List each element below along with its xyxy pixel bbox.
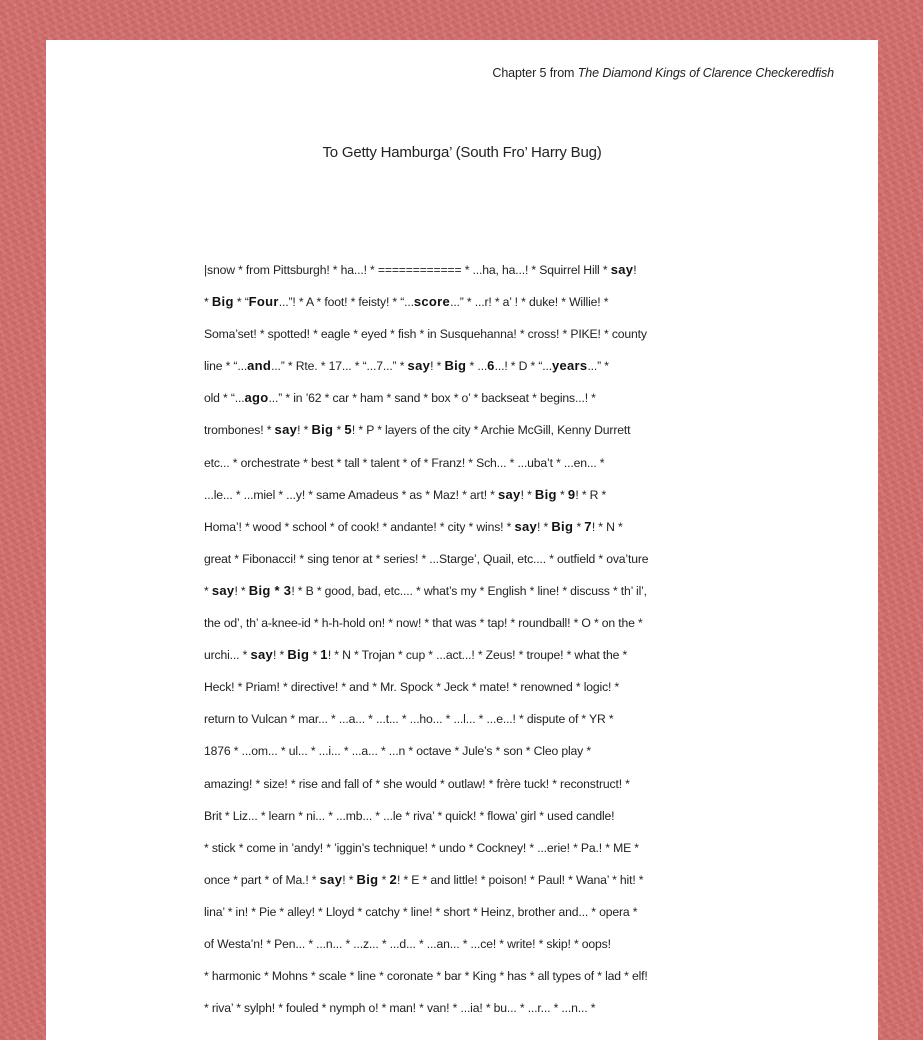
bold-word: Big (534, 486, 557, 502)
line-text: * (204, 295, 212, 310)
line-text: Heck! * Priam! * directive! * and * Mr. Spock * Jeck * mate! * renowned * logic! * (204, 680, 620, 695)
line-text: ! * B * good, bad, etc.... * what’s my * English * line! * discuss * th’ il’, (291, 583, 647, 598)
line-text: Brit * Liz... * learn * ni... * ...mb... * ...le * riva’ * quick! * flowa’ girl * used candle! (204, 808, 615, 823)
bold-word: and (247, 358, 272, 374)
bold-word: 6 (487, 358, 495, 374)
line-text: line * “... (204, 359, 248, 374)
poem-line (204, 479, 694, 511)
bold-word: years (551, 358, 588, 374)
line-text: ! * (430, 359, 445, 374)
line-text: * riva’ * sylph! * fouled * nymph o! * man! * van! * ...ia! * bu... * ...r... * ...n... * (204, 1001, 596, 1016)
bold-word: Big (356, 871, 379, 887)
line-text: * “ (233, 295, 249, 310)
line-text: ! * P * layers of the city * Archie McGill, Kenny Durrett (351, 423, 631, 438)
bold-word: 2 (389, 871, 397, 887)
poem-line (204, 768, 694, 800)
line-text: * (573, 519, 585, 534)
bold-word: say (274, 422, 298, 438)
line-text: * (204, 583, 212, 598)
line-text: * (378, 872, 390, 887)
bold-word: say (407, 358, 431, 374)
bold-word: 1 (320, 647, 328, 663)
line-text: ...” * in ’62 * car * ham * sand * box * o’ * backseat * begins...! * (268, 391, 596, 406)
poem-line (204, 318, 694, 350)
chapter-header (492, 66, 834, 80)
line-text: etc... * orchestrate * best * tall * talent * of * Franz! * Sch... * ...uba’t * ...en... * (204, 455, 605, 470)
poem-line (204, 543, 694, 575)
line-text: * (333, 423, 345, 438)
line-text: once * part * of Ma.! * (204, 872, 320, 887)
line-text: Soma’set! * spotted! * eagle * eyed * fish * in Susquehanna! * cross! * PIKE! * county (204, 327, 647, 342)
bold-word: Big (287, 647, 310, 663)
poem-line (204, 703, 694, 735)
line-text: 1876 * ...om... * ul... * ...i... * ...a... * ...n * octave * Jule’s * son * Cleo play * (204, 744, 591, 759)
bold-word: 7 (584, 518, 592, 534)
bold-word: 5 (344, 422, 352, 438)
poem-line (204, 414, 694, 446)
line-text: ! * (273, 648, 288, 663)
line-text: * (309, 648, 321, 663)
line-text: ...”! * A * foot! * feisty! * “... (278, 295, 414, 310)
bold-word: Big (444, 358, 467, 374)
poem-line (204, 447, 694, 479)
bold-word: Four (248, 294, 279, 310)
bold-word: say (610, 262, 634, 277)
poem-line (204, 896, 694, 928)
book-title: The Diamond Kings of Clarence Checkeredfish (577, 66, 834, 80)
bold-word: say (319, 871, 343, 887)
poem-line (204, 832, 694, 864)
line-text: ...” * (587, 359, 609, 374)
line-text: ! * (297, 423, 312, 438)
line-text: ! * (342, 872, 357, 887)
poem-line (204, 254, 694, 286)
document-page (46, 40, 878, 1040)
line-text: ...” * ...r! * a’ ! * duke! * Willie! * (450, 295, 609, 310)
bold-word: 9 (567, 486, 576, 502)
line-text: great * Fibonacci! * sing tenor at * series! * ...Starge’, Quail, etc.... * outfield * ova’ture (204, 551, 649, 566)
line-text: the od’, th’ a-knee-id * h-h-hold on! * now! * that was * tap! * roundball! * O * on the * (204, 616, 643, 631)
poem-line (204, 607, 694, 639)
poem-line (204, 960, 694, 992)
poem-line (204, 350, 694, 382)
poem-line (204, 639, 694, 671)
line-text: of Westa’n! * Pen... * ...n... * ...z... * ...d... * ...an... * ...ce! * write! * skip! * oops! (204, 936, 611, 951)
poem-line (204, 671, 694, 703)
poem-line (204, 928, 694, 960)
bold-word: Big * 3 (248, 582, 292, 598)
poem-line (204, 511, 694, 543)
poem-line (204, 575, 694, 607)
line-text: old * “... (204, 391, 245, 406)
line-text: ! * N * Trojan * cup * ...act...! * Zeus! * troupe! * what the * (327, 648, 628, 663)
bold-word: score (413, 294, 451, 310)
line-text: * harmonic * Mohns * scale * line * coronate * bar * King * has * all types of * lad * elf! (204, 969, 648, 984)
line-text: * stick * come in ’andy! * ’iggin’s technique! * undo * Cockney! * ...erie! * Pa.! * ME * (204, 840, 639, 855)
bold-word: say (211, 582, 235, 598)
bold-word: say (498, 486, 521, 502)
line-text: |snow * from Pittsburgh! * ha...! * ============ * ...ha, ha...! * Squirrel Hill * (204, 263, 611, 277)
bold-word: Big (211, 294, 234, 310)
chapter-header-prefix: Chapter 5 from (492, 66, 578, 80)
bold-word: ago (244, 390, 269, 406)
line-text: urchi... * (204, 648, 251, 663)
line-text: ! * R * (575, 487, 607, 502)
poem-line (204, 735, 694, 767)
poem-body (204, 254, 694, 1024)
poem-line (204, 864, 694, 896)
poem-line (204, 800, 694, 832)
poem-line (204, 286, 694, 318)
line-text: ! * (537, 519, 552, 534)
line-text: trombones! * (204, 423, 275, 438)
bold-word: Big (311, 422, 334, 438)
bold-word: Big (551, 518, 574, 534)
line-text: ...” * Rte. * 17... * “...7...” * (271, 359, 408, 374)
line-text: amazing! * size! * rise and fall of * she would * outlaw! * frère tuck! * reconstruct! * (204, 776, 630, 791)
line-text: * ... (466, 359, 488, 374)
line-text: Homa’! * wood * school * of cook! * andante! * city * wins! * (204, 519, 515, 534)
bold-word: say (514, 518, 538, 534)
line-text: ! * (520, 487, 535, 502)
poem-line (204, 992, 694, 1024)
line-text: * (556, 487, 568, 502)
line-text: lina’ * in! * Pie * alley! * Lloyd * catchy * line! * short * Heinz, brother and... * opera * (204, 904, 638, 919)
bold-word: say (250, 647, 274, 663)
line-text: ! (633, 263, 637, 277)
line-text: ! * E * and little! * poison! * Paul! * Wana’ * hit! * (397, 872, 644, 887)
poem-title: To Getty Hamburga’ (South Fro’ Harry Bug) (322, 144, 602, 161)
line-text: return to Vulcan * mar... * ...a... * ...t... * ...ho... * ...l... * ...e...! * dispute of * YR * (204, 712, 614, 727)
line-text: ! * N * (591, 519, 623, 534)
line-text: ! * (234, 583, 249, 598)
line-text: ...le... * ...miel * ...y! * same Amadeus * as * Maz! * art! * (204, 487, 498, 502)
poem-line (204, 382, 694, 414)
line-text: ...! * D * “... (494, 359, 552, 374)
